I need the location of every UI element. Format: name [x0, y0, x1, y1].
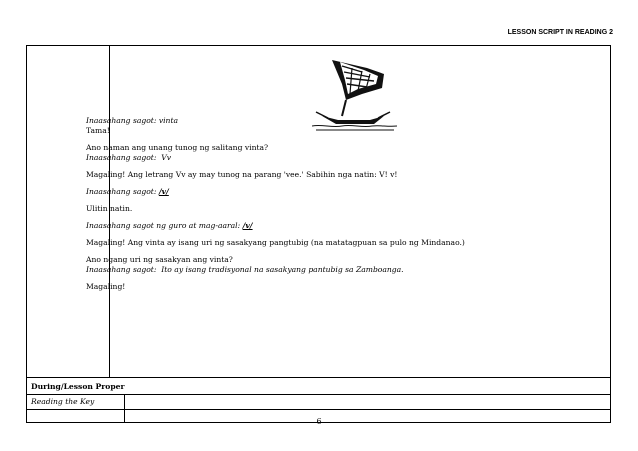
teacher-line: Tama! [86, 126, 110, 135]
row-divider [27, 409, 610, 410]
expected-answer: Inaasahang sagot: Vv [86, 153, 172, 162]
expected-answer: Inaasahang sagot: vinta [86, 116, 179, 125]
teacher-line: Ano naman ang unang tunog ng salitang vinta? [86, 143, 269, 152]
row-divider [27, 377, 610, 378]
row-divider [27, 394, 610, 395]
teacher-line: Ulitin natin. [86, 204, 133, 213]
section-reading-the-key: Reading the Key [31, 397, 95, 406]
expected-answer: Inaasahang sagot ng guro at mag-aaral: /v/ [86, 221, 253, 230]
teacher-line: Ano ngang uri ng sasakyan ang vinta? [86, 255, 233, 264]
expected-answer: Inaasahang sagot: Ito ay isang tradisyonal na sasakyang pantubig sa Zamboanga. [86, 265, 404, 274]
teacher-line: Magaling! Ang vinta ay isang uri ng sasakyang pangtubig (na matatagpuan sa pulo ng Mindanao.) [86, 238, 465, 247]
section-during-lesson: During/Lesson Proper [31, 382, 125, 391]
teacher-line: Magaling! [86, 282, 126, 291]
page-number: 6 [316, 417, 322, 426]
expected-answer: Inaasahang sagot: /v/ [86, 187, 169, 196]
lesson-dialogue [86, 116, 576, 292]
teacher-line: Magaling! Ang letrang Vv ay may tunog na parang 'vee.' Sabihin nga natin: V! v! [86, 170, 398, 179]
document-header: LESSON SCRIPT IN READING 2 [507, 29, 613, 36]
